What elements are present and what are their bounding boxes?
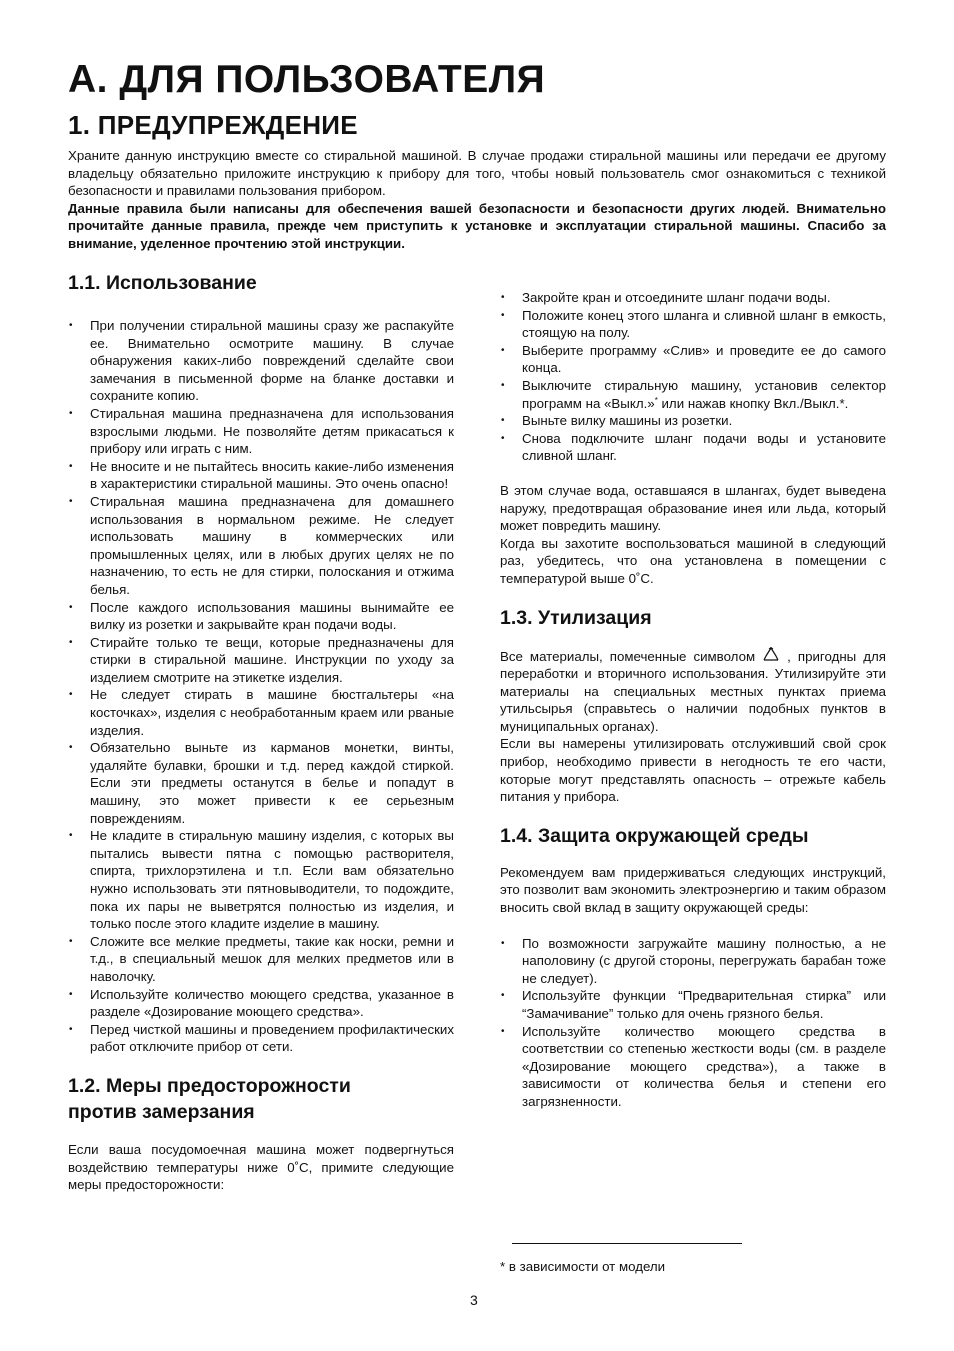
list-item: • Не вносите и не пытайтесь вносить какие-либо изменения в характеристики стиральной машины. Это очень опасно! bbox=[68, 458, 454, 493]
disposal-paragraph: Если вы намерены утилизировать отслуживший свой срок прибор, необходимо привести в негодность те его части, которые могут представлять опасность – отрежьте кабель питания у прибора. bbox=[500, 736, 886, 805]
footnote-marker: * bbox=[654, 395, 658, 405]
list-item: • Используйте количество моющего средства в соответствии со степенью жесткости воды (см. в разделе «Дозирование моющего средства»), а также в зависимости от количества белья и степени его загрязненности. bbox=[500, 1023, 886, 1111]
usage-list bbox=[68, 317, 454, 1056]
list-item: • Выньте вилку машины из розетки. bbox=[500, 412, 886, 430]
list-item: • Положите конец этого шланга и сливной шланг в емкость, стоящую на полу. bbox=[500, 307, 886, 342]
environment-list bbox=[500, 935, 886, 1111]
recycle-icon bbox=[762, 646, 780, 663]
list-item: • Выберите программу «Слив» и проведите ее до самого конца. bbox=[500, 342, 886, 377]
list-item: • Сложите все мелкие предметы, такие как носки, ремни и т.д., в специальный мешок для мелких предметов или в наволочку. bbox=[68, 933, 454, 986]
list-item: • Снова подключите шланг подачи воды и установите сливной шланг. bbox=[500, 430, 886, 465]
footnote-divider bbox=[512, 1243, 742, 1244]
list-item: • Обязательно выньте из карманов монетки, винты, удаляйте булавки, брошки и т.д. перед каждой стиркой. Если эти предметы останутся в белье и попадут в машину, это может привести к ее серьезным повреждениям. bbox=[68, 739, 454, 827]
list-item bbox=[500, 377, 886, 412]
list-item: • Перед чисткой машины и проведением профилактических работ отключите прибор от сети. bbox=[68, 1021, 454, 1056]
intro-bold-paragraph: Данные правила были написаны для обеспечения вашей безопасности и безопасности других людей. Внимательно прочитайте данные правила, прежде чем приступить к установке и эксплуатации стиральной машины. Спасибо за внимание, уделенное прочтению этой инструкции. bbox=[68, 200, 886, 251]
page-number: 3 bbox=[470, 1292, 478, 1308]
list-item: • По возможности загружайте машину полностью, а не наполовину (с другой стороны, перегружать барабан тоже не следует). bbox=[500, 935, 886, 988]
disposal-text: , пригодны для переработки и вторичного использования. Утилизируйте эти материалы на специальных местных пунктах приема утильсырья (справьтесь о наличии подобных пунктов в муниципальных органах). bbox=[500, 648, 886, 734]
disposal-text: Все материалы, помеченные символом bbox=[500, 648, 763, 664]
list-item: • При получении стиральной машины сразу же распакуйте ее. Внимательно осмотрите машину. В случае обнаружения каких-либо повреждений сделайте свои замечания в письменной форме на бланке доставки и сохраните копию. bbox=[68, 317, 454, 405]
list-item: • Используйте функции “Предварительная стирка” или “Замачивание” только для очень грязного белья. bbox=[500, 987, 886, 1022]
frost-list bbox=[500, 289, 886, 465]
heading-line: 1.2. Меры предосторожности bbox=[68, 1074, 351, 1097]
item-text: Выключите стиральную машину, установив селектор программ на «Выкл.» bbox=[522, 377, 886, 411]
item-text: или нажав кнопку Вкл./Выкл.*. bbox=[657, 395, 849, 411]
list-item: • Стиральная машина предназначена для домашнего использования в нормальном режиме. Не следует использовать машину в коммерческих или промышленных целях, или в любых других целях не по назначению, то есть не для стирки, полоскания и отжима белья. bbox=[68, 493, 454, 599]
disposal-paragraph bbox=[500, 646, 886, 736]
section-heading-warning: 1. ПРЕДУПРЕЖДЕНИЕ bbox=[68, 110, 358, 140]
heading-disposal: 1.3. Утилизация bbox=[500, 606, 652, 629]
frost-intro: Если ваша посудомоечная машина может подвергнуться воздействию температуры ниже 0˚С, примите следующие меры предосторожности: bbox=[68, 1141, 454, 1193]
page-title: А. ДЛЯ ПОЛЬЗОВАТЕЛЯ bbox=[68, 58, 546, 101]
list-item: • Стирайте только те вещи, которые предназначены для стирки в стиральной машине. Инструкции по уходу за изделием смотрите на этикетке изделия. bbox=[68, 634, 454, 687]
intro-paragraph: Храните данную инструкцию вместе со стиральной машиной. В случае продажи стиральной машины или передачи ее другому владельцу обязательно приложите инструкцию к прибору для того, чтобы новый пользователь смог ознакомиться с техникой безопасности и правилами пользования прибором. bbox=[68, 148, 886, 199]
footnote: * в зависимости от модели bbox=[500, 1259, 666, 1274]
left-column bbox=[68, 270, 454, 1194]
list-item: • Закройте кран и отсоедините шланг подачи воды. bbox=[500, 289, 886, 307]
heading-usage: 1.1. Использование bbox=[68, 272, 257, 294]
list-item: • Не кладите в стиральную машину изделия, с которых вы пытались вывести пятна с помощью растворителя, спирта, трихлорэтилена и т.п. Если вам обязательно нужно использовать эти пятновыводители, то подождите, пока их пары не выветрятся полностью из изделия, и только после этого кладите изделие в машину. bbox=[68, 827, 454, 933]
heading-frost-precautions bbox=[68, 1073, 454, 1125]
list-item: • Не следует стирать в машине бюстгальтеры «на косточках», изделия с необработанным краем или рваные изделия. bbox=[68, 686, 454, 739]
list-item: • Стиральная машина предназначена для использования взрослыми людьми. Не позволяйте детям прикасаться к прибору или играть с ним. bbox=[68, 405, 454, 458]
intro-block bbox=[68, 147, 886, 253]
environment-intro: Рекомендуем вам придерживаться следующих инструкций, это позволит вам экономить электроэнергию и таким образом вносить свой вклад в защиту окружающей среды: bbox=[500, 864, 886, 916]
right-column bbox=[500, 289, 886, 1111]
list-item: • Используйте количество моющего средства, указанное в разделе «Дозирование моющего средства». bbox=[68, 986, 454, 1021]
heading-line: против замерзания bbox=[68, 1100, 255, 1123]
heading-environment: 1.4. Защита окружающей среды bbox=[500, 824, 809, 847]
frost-paragraph: В этом случае вода, оставшаяся в шлангах, будет выведена наружу, предотвращая образование инея или льда, который может повредить машину. bbox=[500, 482, 886, 534]
list-item: • После каждого использования машины вынимайте ее вилку из розетки и закрывайте кран подачи воды. bbox=[68, 599, 454, 634]
frost-paragraph: Когда вы захотите воспользоваться машиной в следующий раз, убедитесь, что она установлена в помещении с температурой выше 0˚С. bbox=[500, 535, 886, 586]
